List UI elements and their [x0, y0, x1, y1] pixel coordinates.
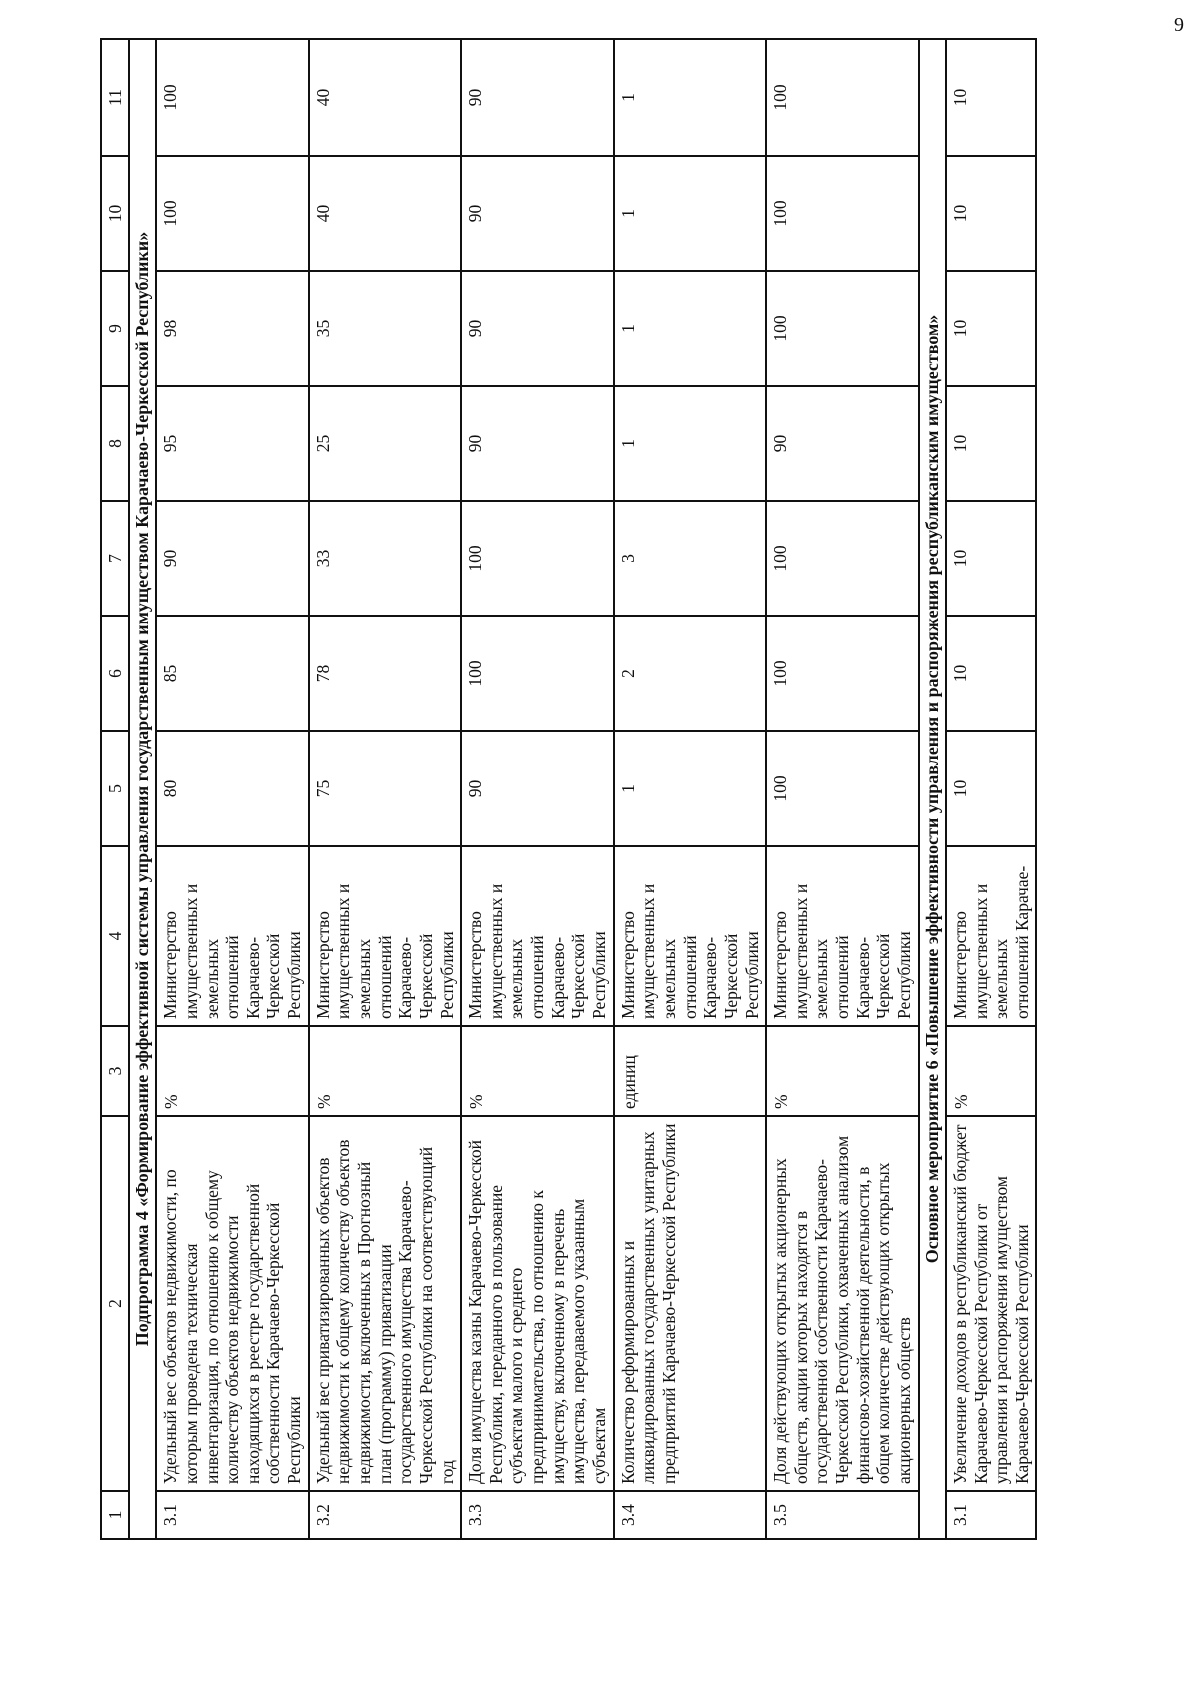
column-number: 10	[101, 156, 129, 271]
value-cell: 100	[156, 156, 308, 271]
value-cell: 90	[461, 386, 613, 501]
table-row	[766, 39, 918, 1539]
value-cell: 100	[461, 616, 613, 731]
column-number: 8	[101, 386, 129, 501]
column-number-row	[101, 39, 129, 1539]
table-row	[156, 39, 308, 1539]
value-cell: 1	[614, 386, 766, 501]
value-cell: 10	[946, 731, 1037, 846]
value-cell: 98	[156, 271, 308, 386]
indicator-cell: Удельный вес приватизированных объектов недвижимости к общему количеству объектов недвижимости, включенных в Прогнозный план (программу) приватизации государственного имущества Карачаево-Черкесской Республики на соответствующий год	[309, 1116, 461, 1491]
value-cell: 75	[309, 731, 461, 846]
executor-cell: Министерство имущественных и земельных отношений Карачаево-Черкесской Республики	[614, 846, 766, 1026]
section-title: Подпрограмма 4 «Формирование эффективной системы управления государственным имуществом Карачаево-Черкесской Республики»	[129, 39, 156, 1539]
column-number: 7	[101, 501, 129, 616]
indicator-cell: Доля действующих открытых акционерных обществ, акции которых находятся в государственной собственности Карачаево-Черкесской Республики, охваченных анализом финансово-хозяйственной деятельности, в общем количестве действующих открытых акционерных обществ	[766, 1116, 918, 1491]
row-number: 3.4	[614, 1491, 766, 1539]
value-cell: 90	[156, 501, 308, 616]
executor-cell: Министерство имущественных и земельных отношений Карачаево-Черкесской Республики	[156, 846, 308, 1026]
indicator-cell: Количество реформированных и ликвидированных государственных унитарных предприятий Карачаево-Черкесской Республики	[614, 1116, 766, 1491]
value-cell: 1	[614, 271, 766, 386]
value-cell: 1	[614, 731, 766, 846]
value-cell: 78	[309, 616, 461, 731]
value-cell: 95	[156, 386, 308, 501]
row-number: 3.2	[309, 1491, 461, 1539]
column-number: 5	[101, 731, 129, 846]
value-cell: 3	[614, 501, 766, 616]
column-number: 4	[101, 846, 129, 1026]
page-number: 9	[1174, 14, 1184, 36]
executor-cell: Министерство имущественных и земельных отношений Карачаево-Черкесской Республики	[461, 846, 613, 1026]
unit-cell: единиц	[614, 1026, 766, 1116]
value-cell: 100	[156, 39, 308, 156]
row-number: 3.5	[766, 1491, 918, 1539]
unit-cell: %	[946, 1026, 1037, 1116]
value-cell: 40	[309, 39, 461, 156]
executor-cell: Министерство имущественных и земельных отношений Карачаево-Черкесской Республики	[766, 846, 918, 1026]
row-number: 3.1	[156, 1491, 308, 1539]
value-cell: 10	[946, 39, 1037, 156]
value-cell: 1	[614, 39, 766, 156]
value-cell: 90	[461, 39, 613, 156]
table-row	[461, 39, 613, 1539]
unit-cell: %	[156, 1026, 308, 1116]
value-cell: 90	[461, 271, 613, 386]
unit-cell: %	[766, 1026, 918, 1116]
indicator-cell: Доля имущества казны Карачаево-Черкесской Республики, переданного в пользование субъектам малого и среднего предпринимательства, по отношению к имуществу, включенному в перечень имущества, передаваемого указанным субъектам	[461, 1116, 613, 1491]
value-cell: 90	[461, 731, 613, 846]
value-cell: 90	[461, 156, 613, 271]
column-number: 11	[101, 39, 129, 156]
value-cell: 100	[766, 39, 918, 156]
value-cell: 10	[946, 271, 1037, 386]
table-row	[946, 39, 1037, 1539]
section-header-row	[919, 39, 946, 1539]
indicators-table	[100, 38, 1037, 1540]
column-number: 3	[101, 1026, 129, 1116]
value-cell: 35	[309, 271, 461, 386]
row-number: 3.3	[461, 1491, 613, 1539]
value-cell: 100	[461, 501, 613, 616]
value-cell: 85	[156, 616, 308, 731]
value-cell: 10	[946, 501, 1037, 616]
indicator-cell: Увеличение доходов в республиканский бюджет Карачаево-Черкесской Республики от управления и распоряжения имуществом Карачаево-Черкесской Республики	[946, 1116, 1037, 1491]
unit-cell: %	[309, 1026, 461, 1116]
rotated-table-container	[100, 40, 1100, 1540]
unit-cell: %	[461, 1026, 613, 1116]
value-cell: 100	[766, 501, 918, 616]
value-cell: 10	[946, 616, 1037, 731]
column-number: 2	[101, 1116, 129, 1491]
value-cell: 10	[946, 156, 1037, 271]
value-cell: 80	[156, 731, 308, 846]
value-cell: 90	[766, 386, 918, 501]
column-number: 9	[101, 271, 129, 386]
indicator-cell: Удельный вес объектов недвижимости, по которым проведена техническая инвентаризация, по отношению к общему количеству объектов недвижимости находящихся в реестре государственной собственности Карачаево-Черкесской Республики	[156, 1116, 308, 1491]
value-cell: 10	[946, 386, 1037, 501]
value-cell: 2	[614, 616, 766, 731]
value-cell: 33	[309, 501, 461, 616]
executor-cell: Министерство имущественных и земельных отношений Карачае-	[946, 846, 1037, 1026]
executor-cell: Министерство имущественных и земельных отношений Карачаево-Черкесской Республики	[309, 846, 461, 1026]
column-number: 1	[101, 1491, 129, 1539]
table-row	[614, 39, 766, 1539]
value-cell: 1	[614, 156, 766, 271]
value-cell: 100	[766, 271, 918, 386]
section-title: Основное мероприятие 6 «Повышение эффективности управления и распоряжения республиканским имуществом»	[919, 39, 946, 1539]
value-cell: 100	[766, 731, 918, 846]
column-number: 6	[101, 616, 129, 731]
row-number: 3.1	[946, 1491, 1037, 1539]
section-header-row	[129, 39, 156, 1539]
value-cell: 100	[766, 156, 918, 271]
value-cell: 25	[309, 386, 461, 501]
table-row	[309, 39, 461, 1539]
value-cell: 40	[309, 156, 461, 271]
value-cell: 100	[766, 616, 918, 731]
